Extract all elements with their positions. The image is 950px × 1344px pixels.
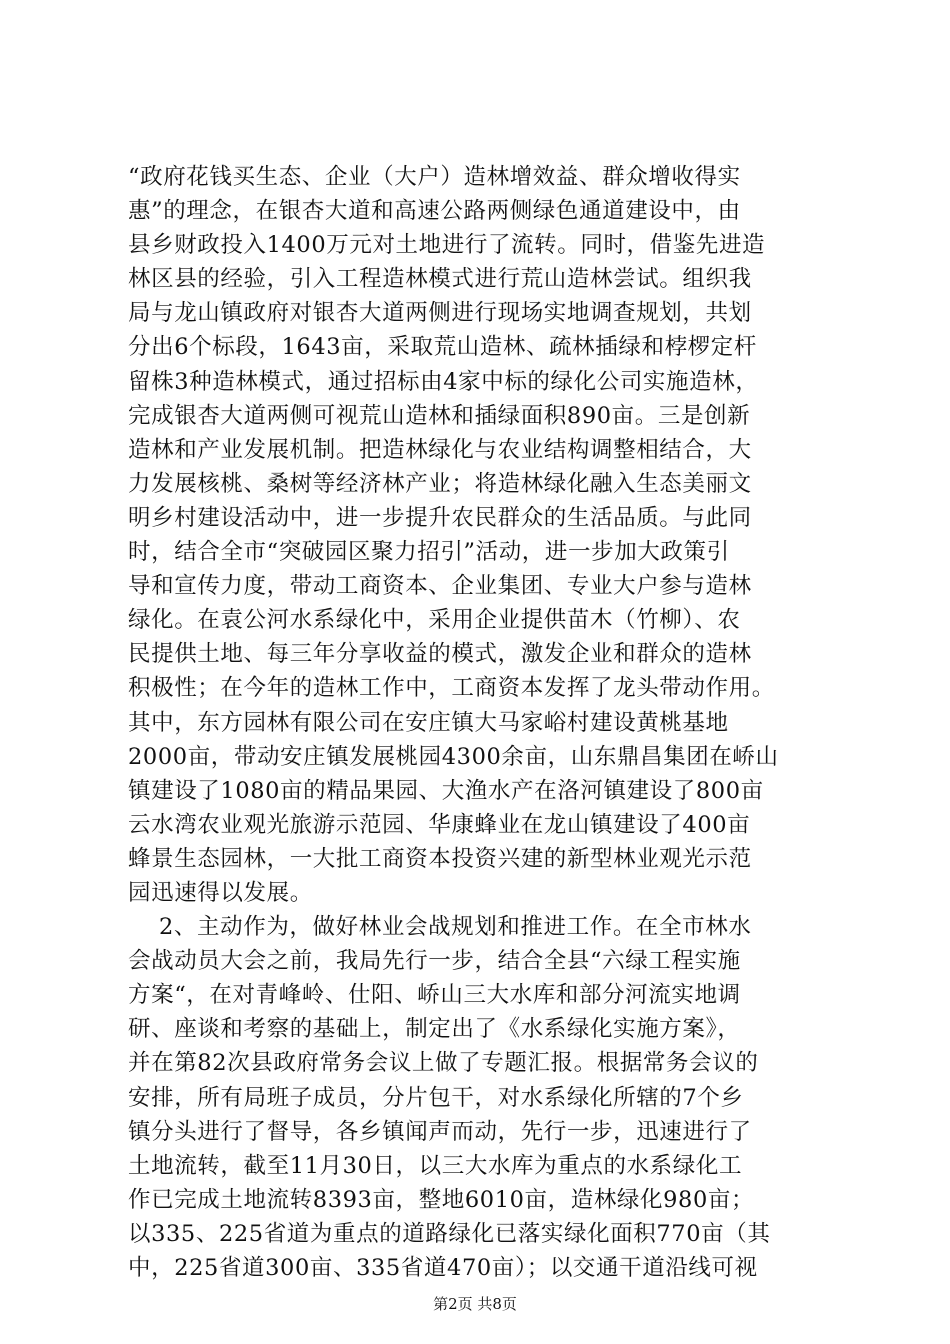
text-line: 园迅速得以发展。 — [128, 879, 313, 906]
text-line: 分出6个标段，1643亩，采取荒山造林、疏林插绿和桲椤定杆 — [128, 334, 757, 361]
text-line: 力发展核桃、桑树等经济林产业；将造林绿化融入生态美丽文 — [128, 470, 752, 497]
text-line: 绿化。在袁公河水系绿化中，采用企业提供苗木（竹柳）、农 — [128, 607, 741, 634]
text-line: 完成银杏大道两侧可视荒山造林和插绿面积890亩。三是创新 — [128, 402, 751, 429]
text-line: 土地流转，截至11月30日，以三大水库为重点的水系绿化工 — [128, 1152, 743, 1179]
text-line: 造林和产业发展机制。把造林绿化与农业结构调整相结合，大 — [128, 436, 752, 463]
text-line: 云水湾农业观光旅游示范园、华康蜂业在龙山镇建设了400亩 — [128, 811, 751, 838]
text-line: 其中，东方园林有限公司在安庄镇大马家峪村建设黄桃基地 — [128, 709, 729, 736]
text-line: 方案“，在对青峰岭、仕阳、峤山三大水库和部分河流实地调 — [128, 982, 741, 1009]
text-line: 积极性；在今年的造林工作中，工商资本发挥了龙头带动作用。 — [128, 675, 775, 702]
text-line: 中，225省道300亩、335省道470亩）；以交通干道沿线可视 — [128, 1255, 758, 1281]
text-line: 2、主动作为，做好林业会战规划和推进工作。在全市林水 — [128, 914, 752, 941]
text-line: 会战动员大会之前，我局先行一步，结合全县“六绿工程实施 — [128, 948, 741, 975]
text-line: 作已完成土地流转8393亩，整地6010亩，造林绿化980亩； — [128, 1186, 755, 1213]
text-line: 镇建设了1080亩的精品果园、大渔水产在洛河镇建设了800亩 — [128, 777, 764, 804]
text-line: 并在第82次县政府常务会议上做了专题汇报。根据常务会议的 — [128, 1050, 759, 1077]
text-line: 留株3种造林模式，通过招标由4家中标的绿化公司实施造林， — [128, 368, 759, 395]
text-line: 导和宣传力度，带动工商资本、企业集团、专业大户参与造林 — [128, 573, 752, 600]
page-footer: 第2页 共8页 — [433, 1295, 517, 1313]
text-line: 县乡财政投入1400万元对土地进行了流转。同时，借鉴先进造 — [128, 232, 766, 259]
text-line: 时，结合全市“突破园区聚力招引”活动，进一步加大政策引 — [128, 539, 730, 566]
text-line: 镇分头进行了督导，各乡镇闻声而动，先行一步，迅速进行了 — [128, 1118, 752, 1145]
text-line: 明乡村建设活动中，进一步提升农民群众的生活品质。与此同 — [128, 504, 752, 531]
text-line: 民提供土地、每三年分享收益的模式，激发企业和群众的造林 — [128, 641, 752, 668]
text-line: “政府花钱买生态、企业（大户）造林增效益、群众增收得实 — [128, 164, 741, 190]
text-line: 研、座谈和考察的基础上，制定出了《水系绿化实施方案》， — [128, 1016, 741, 1043]
text-line: 2000亩，带动安庄镇发展桃园4300余亩，山东鼎昌集团在峤山 — [128, 743, 779, 770]
text-line: 蜂景生态园林，一大批工商资本投资兴建的新型林业观光示范 — [128, 845, 752, 872]
body-text — [128, 160, 828, 1285]
text-line: 林区县的经验，引入工程造林模式进行荒山造林尝试。组织我 — [128, 266, 752, 293]
text-line: 以335、225省道为重点的道路绿化已落实绿化面积770亩（其 — [128, 1220, 771, 1247]
text-line: 安排，所有局班子成员，分片包干，对水系绿化所辖的7个乡 — [128, 1084, 744, 1111]
text-line: 惠”的理念，在银杏大道和高速公路两侧绿色通道建设中，由 — [128, 198, 741, 225]
text-line: 局与龙山镇政府对银杏大道两侧进行现场实地调查规划，共划 — [128, 300, 752, 327]
